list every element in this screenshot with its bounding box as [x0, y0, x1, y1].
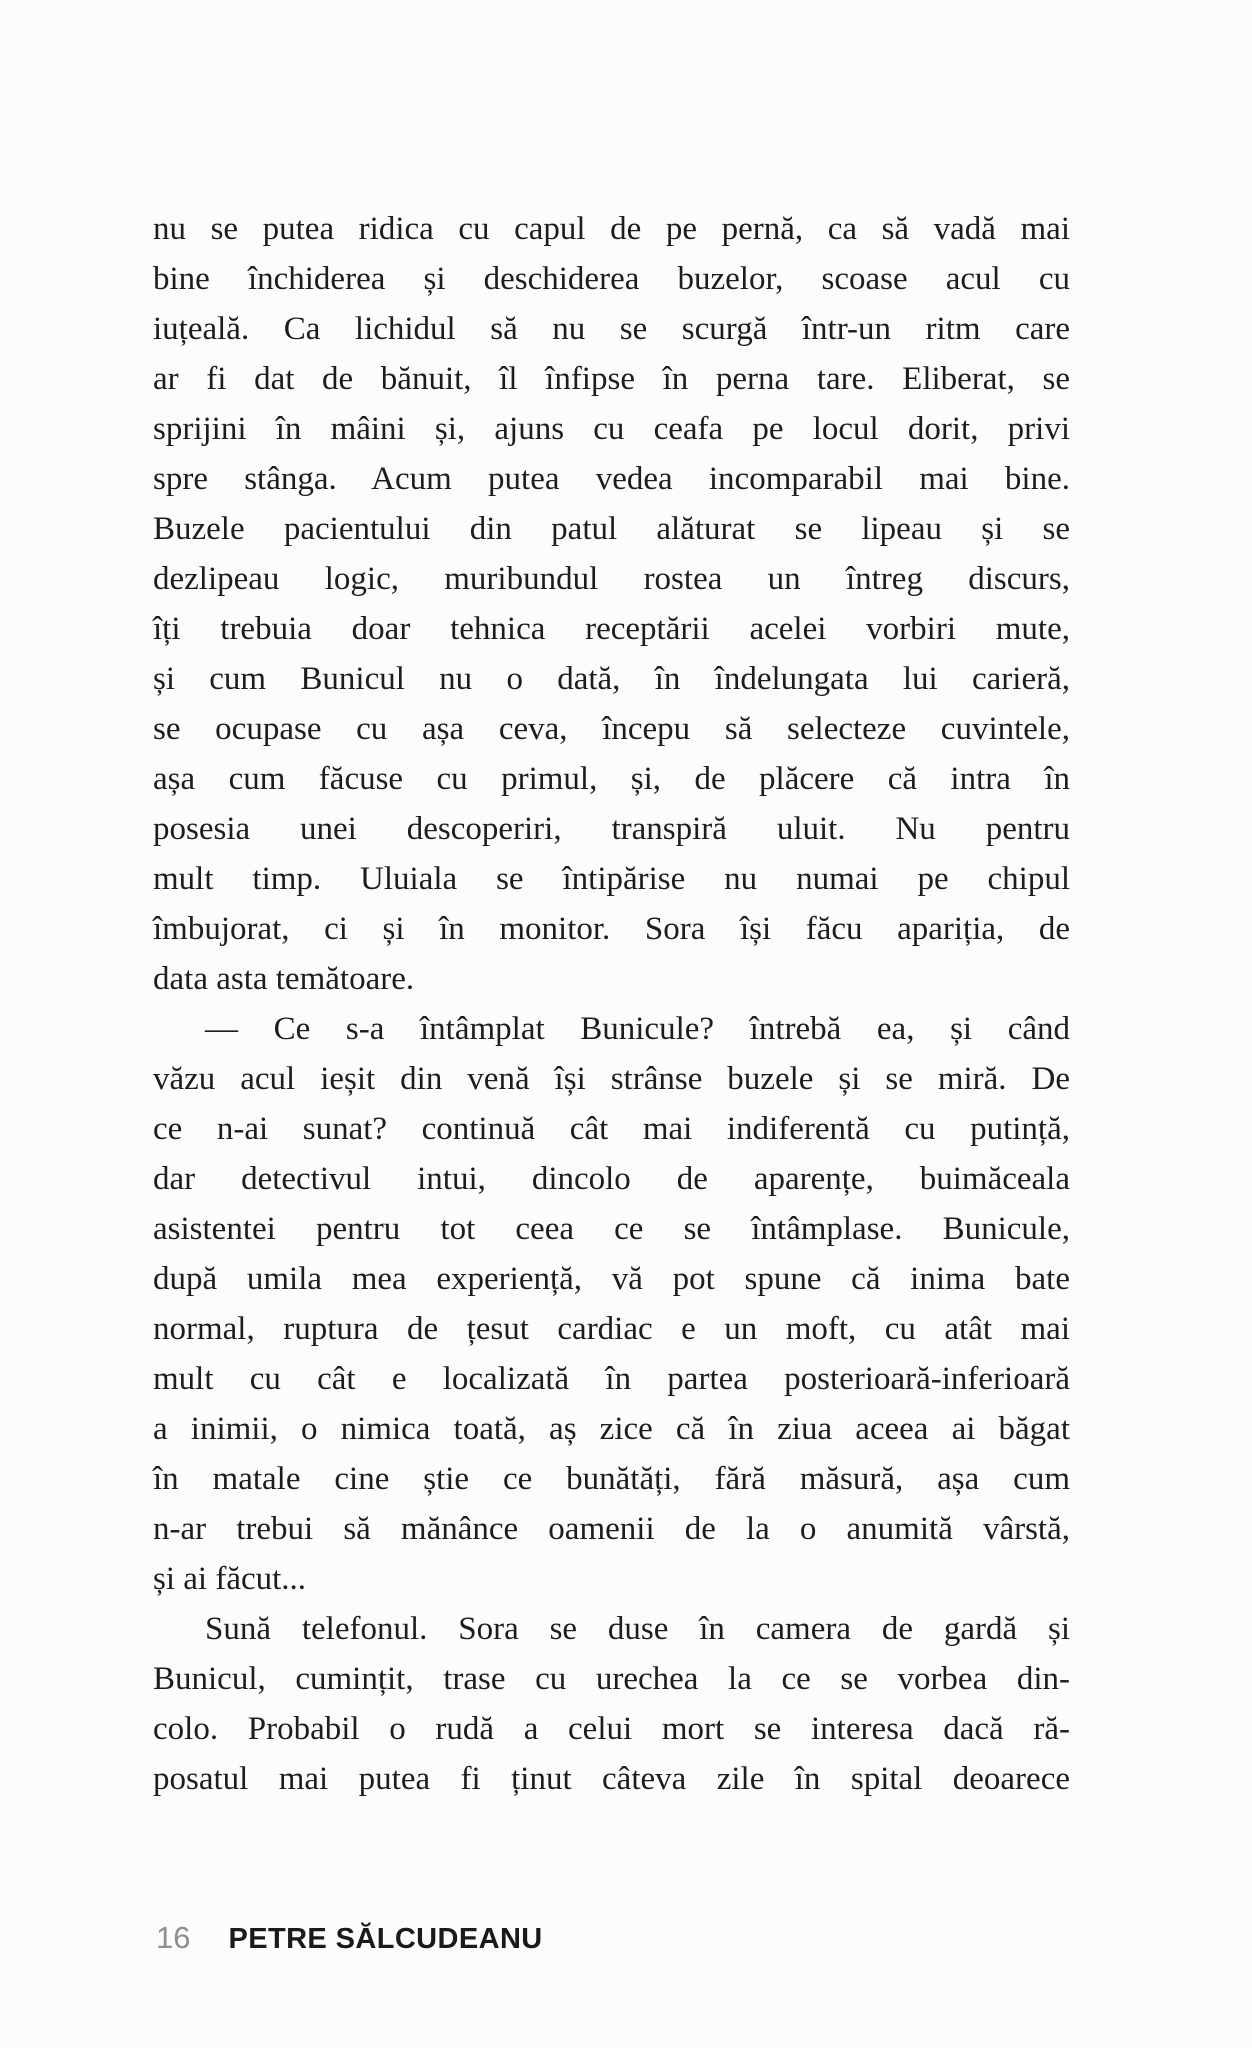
text-line: posatul mai putea fi ținut câteva zile în spital deoarece — [153, 1761, 1070, 1797]
text-line: normal, ruptura de țesut cardiac e un moft, cu atât mai — [153, 1311, 1070, 1347]
text-line: în matale cine știe ce bunătăți, fără măsură, așa cum — [153, 1461, 1070, 1497]
text-line: îți trebuia doar tehnica receptării acelei vorbiri mute, — [153, 611, 1070, 647]
text-line: se ocupase cu așa ceva, începu să selecteze cuvintele, — [153, 711, 1070, 747]
text-line: așa cum făcuse cu primul, și, de plăcere că intra în — [153, 761, 1070, 797]
text-line: iuțeală. Ca lichidul să nu se scurgă într-un ritm care — [153, 311, 1070, 347]
body-text — [153, 204, 1070, 1804]
text-line: asistentei pentru tot ceea ce se întâmplase. Bunicule, — [153, 1211, 1070, 1247]
text-line: mult cu cât e localizată în partea posterioară-inferioară — [153, 1361, 1070, 1397]
text-line: ce n-ai sunat? continuă cât mai indiferentă cu putință, — [153, 1111, 1070, 1147]
text-line: colo. Probabil o rudă a celui mort se interesa dacă ră- — [153, 1711, 1070, 1747]
text-line: Bunicul, cumințit, trase cu urechea la ce se vorbea din- — [153, 1661, 1070, 1697]
text-line: data asta temătoare. — [153, 961, 415, 997]
text-line: ar fi dat de bănuit, îl înfipse în perna tare. Eliberat, se — [153, 361, 1070, 397]
text-line: sprijini în mâini și, ajuns cu ceafa pe locul dorit, privi — [153, 411, 1070, 447]
text-line: Buzele pacientului din patul alăturat se lipeau și se — [153, 511, 1070, 547]
text-line: n-ar trebui să mănânce oamenii de la o anumită vârstă, — [153, 1511, 1070, 1547]
text-line: bine închiderea și deschiderea buzelor, scoase acul cu — [153, 261, 1070, 297]
text-line: după umila mea experiență, vă pot spune că inima bate — [153, 1261, 1070, 1297]
text-line: spre stânga. Acum putea vedea incomparabil mai bine. — [153, 461, 1070, 497]
text-line: nu se putea ridica cu capul de pe pernă, ca să vadă mai — [153, 211, 1070, 247]
text-line: Sună telefonul. Sora se duse în camera de gardă și — [205, 1611, 1070, 1647]
text-line: mult timp. Uluiala se întipărise nu numai pe chipul — [153, 861, 1070, 897]
text-line: posesia unei descoperiri, transpiră uluit. Nu pentru — [153, 811, 1070, 847]
text-line: — Ce s-a întâmplat Bunicule? întrebă ea, și când — [205, 1011, 1070, 1047]
running-footer-author: PETRE SĂLCUDEANU — [228, 1923, 543, 1955]
text-line: îmbujorat, ci și în monitor. Sora își făcu apariția, de — [153, 911, 1070, 947]
text-line: văzu acul ieșit din venă își strânse buzele și se miră. De — [153, 1061, 1070, 1097]
text-line: a inimii, o nimica toată, aș zice că în ziua aceea ai băgat — [153, 1411, 1070, 1447]
text-line: și ai făcut... — [153, 1561, 307, 1597]
page-number: 16 — [156, 1920, 191, 1955]
page-footer — [156, 1920, 543, 1956]
text-line: și cum Bunicul nu o dată, în îndelungata lui carieră, — [153, 661, 1070, 697]
text-line: dar detectivul intui, dincolo de aparențe, buimăceala — [153, 1161, 1070, 1197]
text-line: dezlipeau logic, muribundul rostea un întreg discurs, — [153, 561, 1070, 597]
